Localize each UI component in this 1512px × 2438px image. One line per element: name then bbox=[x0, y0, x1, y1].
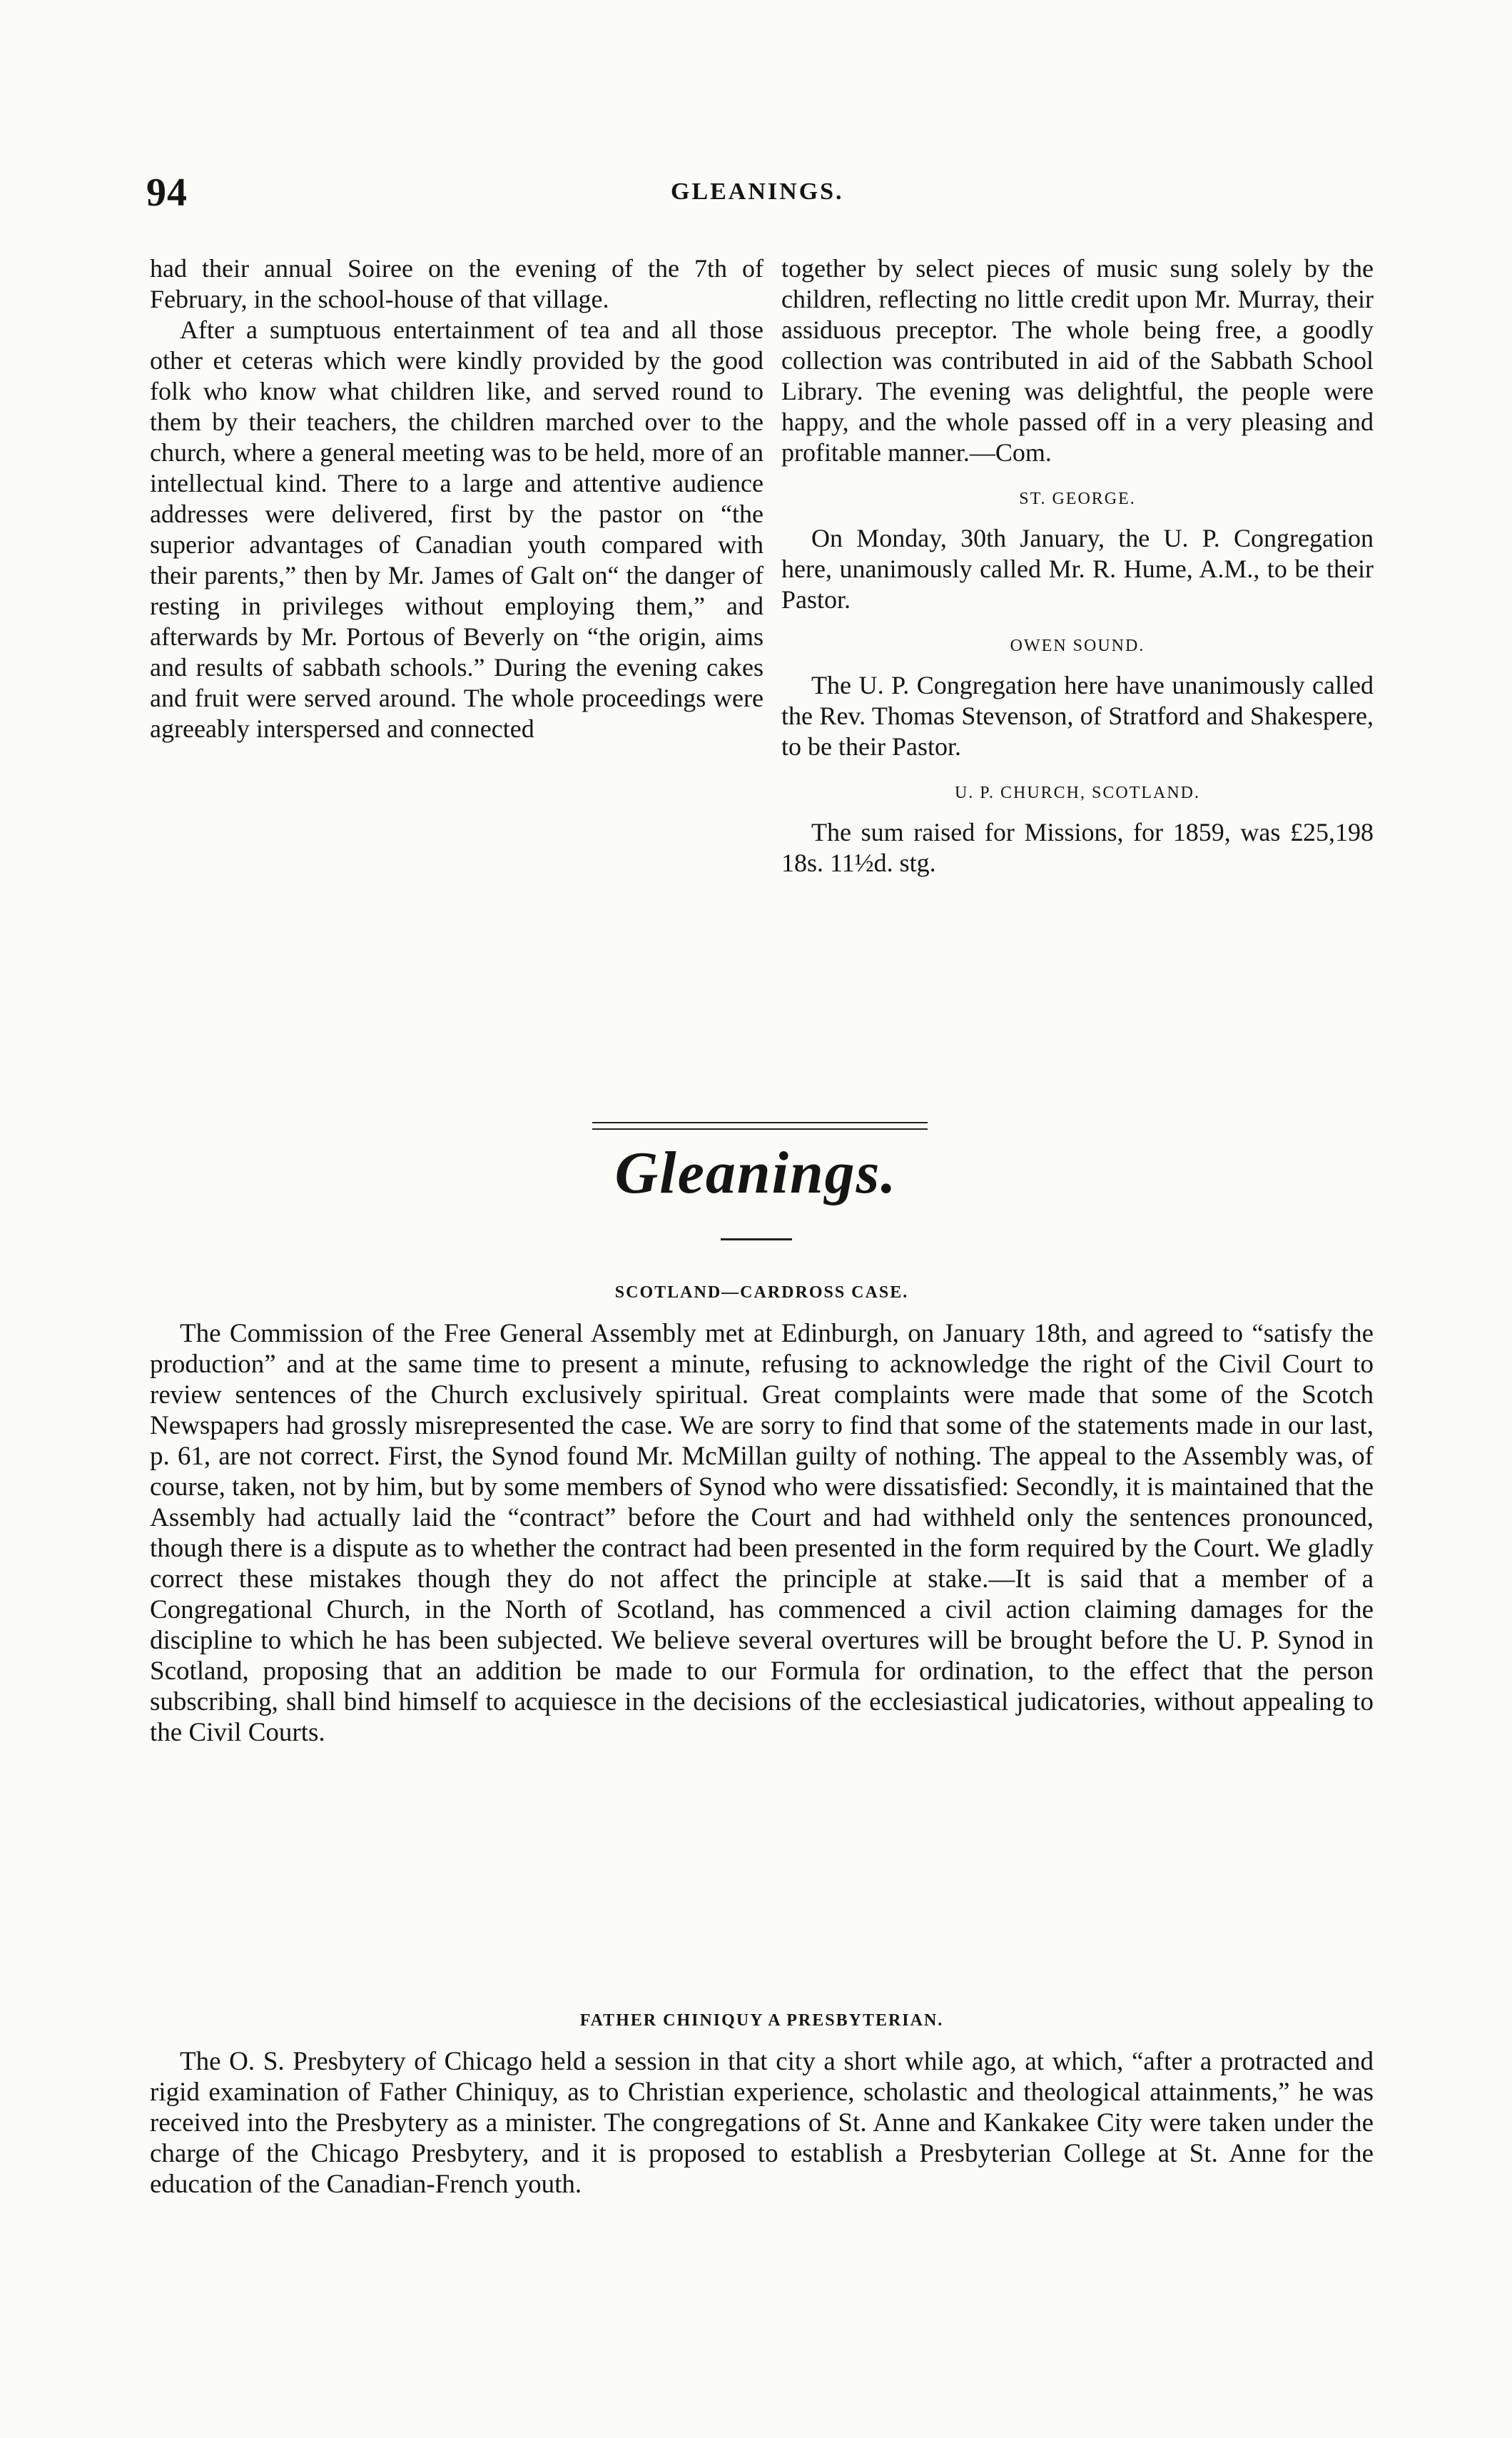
article-body: The O. S. Presbytery of Chicago held a session in that city a short while ago, at which, “after a protracted and rigid examination of Father Chiniquy, as to Christian experience, scholastic and theological attainments,” he was received into the Presbytery as a minister. The congregations of St. Anne and Kankakee City were taken under the charge of the Chicago Presbytery, and it is proposed to establish a Presbyterian College at St. Anne for the education of the Canadian-French youth. bbox=[150, 2047, 1374, 2199]
right-continuation: together by select pieces of music sung solely by the children, reflecting no little credit upon Mr. Murray, their assiduous preceptor. The whole being free, a goodly collection was contributed in aid of the Sabbath School Library. The evening was delightful, the people were happy, and the whole passed off in a very pleasing and profitable manner.—Com. bbox=[781, 254, 1374, 467]
left-column bbox=[150, 253, 763, 744]
title-underline bbox=[721, 1238, 792, 1240]
left-paragraph-1: had their annual Soiree on the evening of the 7th of February, in the school-house of that village. bbox=[150, 254, 763, 313]
right-column bbox=[781, 253, 1374, 879]
notice-text-owen-sound: The U. P. Congregation here have unanimously called the Rev. Thomas Stevenson, of Stratford and Shakespere, to be their Pastor. bbox=[781, 671, 1374, 761]
notice-heading-owen-sound: OWEN SOUND. bbox=[1010, 637, 1145, 655]
article-body: The Commission of the Free General Assembly met at Edinburgh, on January 18th, and agreed to “satisfy the production” and at the same time to present a minute, refusing to acknowledge the right of the Civil Court to review sentences of the Church exclusively spiritual. Great complaints were made that some of the Scotch Newspapers had grossly misrepresented the case. We are sorry to find that some of the statements made in our last, p. 61, are not correct. First, the Synod found Mr. McMillan guilty of nothing. The appeal to the Assembly was, of course, taken, not by him, but by some members of Synod who were dissatisfied: Secondly, it is maintained that the Assembly had actually laid the “contract” before the Court and had withheld only the sentences pronounced, though there is a dispute as to whether the contract had been presented in the form required by the Court. We gladly correct these mistakes though they do not affect the principle at stake.—It is said that a member of a Congregational Church, in the North of Scotland, has commenced a civil action claiming damages for the discipline to which he has been subjected. We believe several overtures will be brought before the U. P. Synod in Scotland, proposing that an addition be made to our Formula for ordination, to the effect that the person subscribing, shall bind himself to acquiesce in the decisions of the ecclesiastical judicatories, without appealing to the Civil Courts. bbox=[150, 1319, 1374, 1747]
article-father-chiniquy bbox=[150, 2005, 1374, 2200]
article-cardross-case bbox=[150, 1278, 1374, 1748]
notice-text-up-church-scotland: The sum raised for Missions, for 1859, was £25,198 18s. 11½d. stg. bbox=[781, 818, 1374, 877]
notice-text-st-george: On Monday, 30th January, the U. P. Congregation here, unanimously called Mr. R. Hume, A.M., to be their Pastor. bbox=[781, 524, 1374, 614]
notice-heading-up-church-scotland: U. P. CHURCH, SCOTLAND. bbox=[954, 784, 1201, 802]
section-divider bbox=[592, 1122, 928, 1130]
article-heading: FATHER CHINIQUY A PRESBYTERIAN. bbox=[579, 2011, 944, 2030]
page-number: 94 bbox=[146, 171, 188, 215]
running-head: GLEANINGS. bbox=[671, 178, 844, 205]
notice-heading-st-george: ST. GEORGE. bbox=[1019, 490, 1136, 508]
article-heading: SCOTLAND—CARDROSS CASE. bbox=[614, 1283, 909, 1302]
left-paragraph-2: After a sumptuous entertainment of tea and all those other et ceteras which were kindly provided by the good folk who know what children like, and served round to them by their teachers, the children marched over to the church, where a general meeting was to be held, more of an intellectual kind. There to a large and attentive audience addresses were delivered, first by the pastor on “the superior advantages of Canadian youth compared with their parents,” then by Mr. James of Galt on“ the danger of resting in privileges without employing them,” and afterwards by Mr. Portous of Beverly on “the origin, aims and results of sabbath schools.” During the evening cakes and fruit were served around. The whole proceedings were agreeably interspersed and connected bbox=[150, 315, 763, 743]
section-title: Gleanings. bbox=[614, 1140, 898, 1206]
